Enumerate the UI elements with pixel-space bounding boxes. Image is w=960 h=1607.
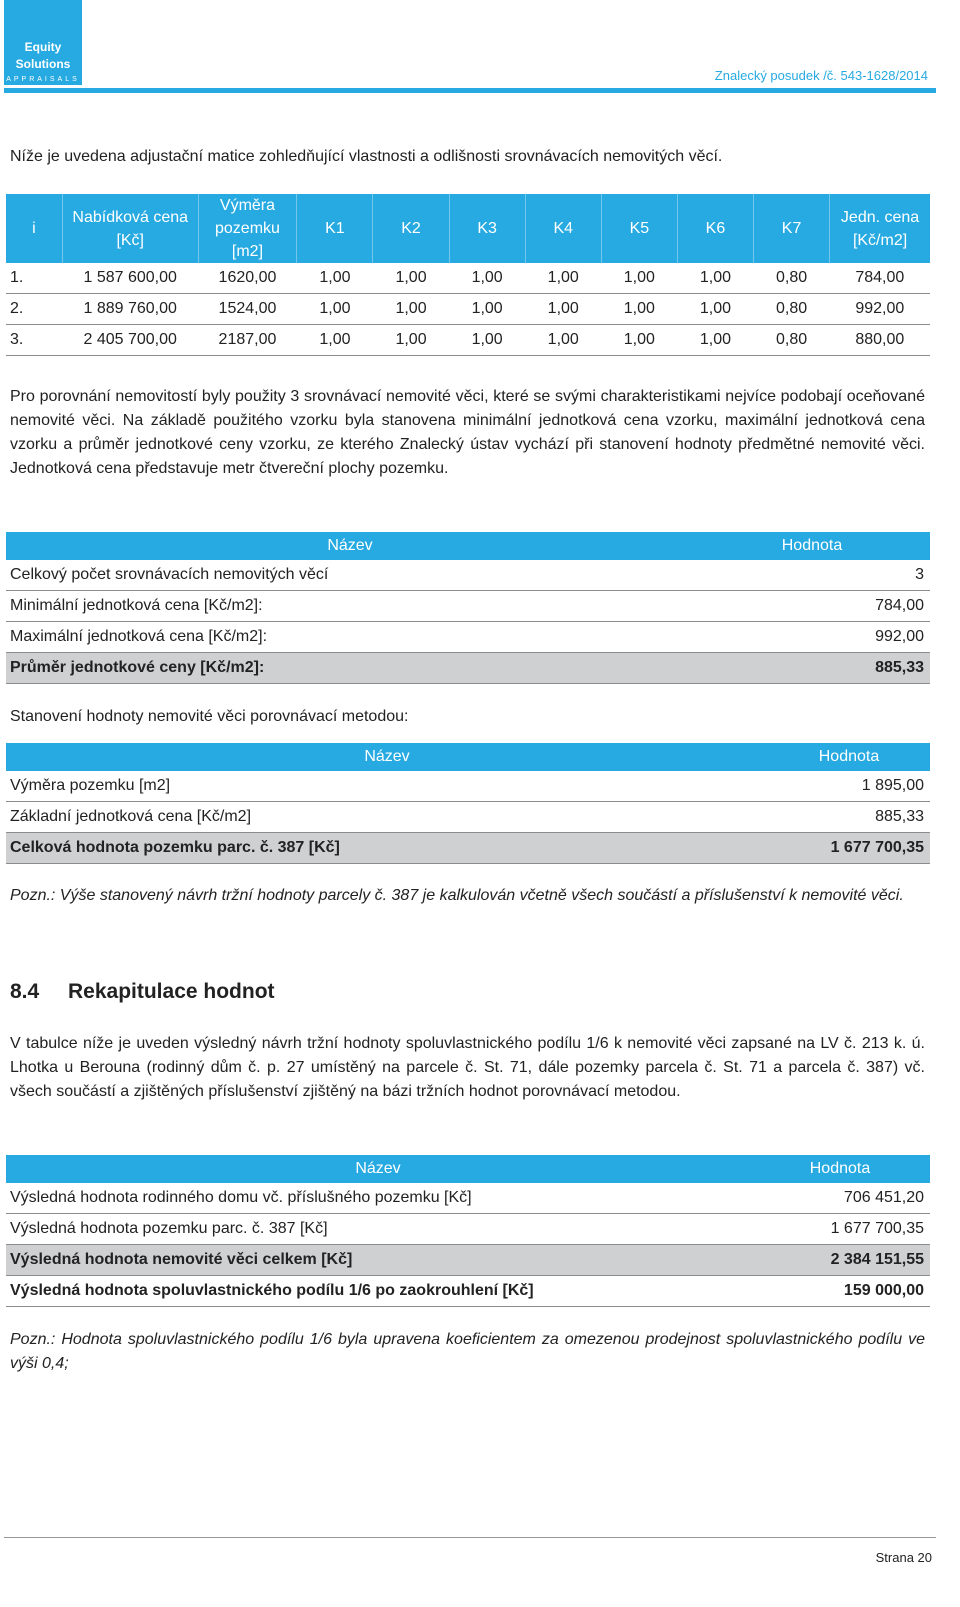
- note-parcel: Pozn.: Výše stanovený návrh tržní hodnoty parcely č. 387 je kalkulován včetně všech součástí a příslušenství k nemovité věci.: [10, 887, 904, 904]
- header-rule: [4, 88, 936, 93]
- row-value: 2 384 151,55: [750, 1245, 930, 1276]
- table-row: [6, 1214, 930, 1245]
- stats-table: [6, 532, 930, 684]
- row-value: 706 451,20: [750, 1183, 930, 1214]
- intro-text: Níže je uvedena adjustační matice zohledňující vlastnosti a odlišnosti srovnávacích nemovitých věcí.: [10, 148, 723, 165]
- table-cell: 1,00: [677, 294, 753, 325]
- matrix-header-cell: K7: [754, 194, 830, 263]
- footer-rule: [4, 1537, 936, 1538]
- table-cell: 880,00: [830, 325, 930, 356]
- matrix-header-cell: Jedn. cena [Kč/m2]: [830, 194, 930, 263]
- table-cell: 1,00: [525, 263, 601, 294]
- row-value: 1 677 700,35: [750, 1214, 930, 1245]
- table-row: [6, 560, 930, 591]
- table-cell: 0,80: [754, 325, 830, 356]
- table-cell: 1,00: [601, 325, 677, 356]
- table-cell: 1,00: [297, 294, 373, 325]
- note-coownership: Pozn.: Hodnota spoluvlastnického podílu 1/6 byla upravena koeficientem za omezenou prodejnost spoluvlastnického podílu ve výši 0,4;: [10, 1331, 925, 1372]
- table-cell: 1,00: [297, 263, 373, 294]
- section-number: 8.4: [10, 980, 40, 1003]
- row-value: 784,00: [694, 591, 930, 622]
- row-label: Výsledná hodnota nemovité věci celkem [Kč]: [6, 1245, 750, 1276]
- table-row-highlight: [6, 1245, 930, 1276]
- section-title: Rekapitulace hodnot: [68, 980, 275, 1003]
- table-cell: 1,00: [601, 263, 677, 294]
- table-cell: 1 587 600,00: [62, 263, 198, 294]
- matrix-header-cell: K6: [677, 194, 753, 263]
- row-label: Celkový počet srovnávacích nemovitých věcí: [6, 560, 694, 591]
- row-label: Výsledná hodnota pozemku parc. č. 387 [Kč]: [6, 1214, 750, 1245]
- table-cell: 784,00: [830, 263, 930, 294]
- recap-table: [6, 1155, 930, 1307]
- row-label: Výsledná hodnota spoluvlastnického podílu 1/6 po zaokrouhlení [Kč]: [6, 1276, 750, 1307]
- document-reference: Znalecký posudek /č. 543-1628/2014: [714, 68, 928, 83]
- row-label: Výsledná hodnota rodinného domu vč. příslušného pozemku [Kč]: [6, 1183, 750, 1214]
- table-cell: 0,80: [754, 294, 830, 325]
- row-label: Základní jednotková cena [Kč/m2]: [6, 802, 768, 833]
- matrix-header-cell: K5: [601, 194, 677, 263]
- recap-paragraph: V tabulce níže je uveden výsledný návrh tržní hodnoty spoluvlastnického podílu 1/6 k nemovité věci zapsané na LV č. 213 k. ú. Lhotka u Berouna (rodinný dům č. p. 27 umístěný na parcele č. St. 71, dále pozemky parcela č. St. 71 a parcela č. 387) vč. všech součástí a zjištěných příslušenství zjištěný na bázi tržních hodnot porovnávací metodou.: [10, 1035, 925, 1100]
- row-value: 885,33: [694, 653, 930, 684]
- column-header-value: Hodnota: [750, 1155, 930, 1183]
- row-value: 159 000,00: [750, 1276, 930, 1307]
- table-cell: 1,00: [373, 263, 449, 294]
- row-label: Maximální jednotková cena [Kč/m2]:: [6, 622, 694, 653]
- logo-line-2: Solutions: [15, 57, 71, 71]
- table-cell: 1,00: [525, 325, 601, 356]
- row-value: 885,33: [768, 802, 930, 833]
- table-cell: 2 405 700,00: [62, 325, 198, 356]
- method-header-row: [6, 743, 930, 771]
- table-cell: 1,00: [525, 294, 601, 325]
- table-cell: 1,00: [449, 325, 525, 356]
- matrix-header-cell: Výměra pozemku [m2]: [198, 194, 297, 263]
- table-cell: 1,00: [677, 325, 753, 356]
- table-cell: 1620,00: [198, 263, 297, 294]
- table-row: [6, 263, 930, 294]
- table-row: [6, 591, 930, 622]
- table-row: [6, 294, 930, 325]
- table-row: [6, 802, 930, 833]
- table-cell: 0,80: [754, 263, 830, 294]
- table-cell: 1,00: [373, 294, 449, 325]
- column-header-value: Hodnota: [694, 532, 930, 560]
- row-label: Celková hodnota pozemku parc. č. 387 [Kč]: [6, 833, 768, 864]
- matrix-header-cell: K4: [525, 194, 601, 263]
- method-heading: Stanovení hodnoty nemovité věci porovnávací metodou:: [10, 708, 409, 725]
- table-cell: 1,00: [297, 325, 373, 356]
- table-cell: 2.: [6, 294, 62, 325]
- table-cell: 1524,00: [198, 294, 297, 325]
- table-cell: 1,00: [677, 263, 753, 294]
- section-heading: [10, 980, 275, 1004]
- row-label: Minimální jednotková cena [Kč/m2]:: [6, 591, 694, 622]
- row-label: Průměr jednotkové ceny [Kč/m2]:: [6, 653, 694, 684]
- table-row: [6, 622, 930, 653]
- method-table: [6, 743, 930, 864]
- column-header-name: Název: [6, 1155, 750, 1183]
- table-cell: 1,00: [449, 294, 525, 325]
- comparison-paragraph: Pro porovnání nemovitostí byly použity 3 srovnávací nemovité věci, které se svými charakteristikami nejvíce podobají oceňované nemovité věci. Na základě použitého vzorku byla stanovena minimální jednotková cena vzorku, maximální jednotková cena vzorku a průměr jednotkové ceny vzorku, ze kterého Znalecký ústav vychází při stanovení hodnoty předmětné nemovité věci. Jednotková cena představuje metr čtvereční plochy pozemku.: [10, 388, 925, 477]
- column-header-value: Hodnota: [768, 743, 930, 771]
- table-cell: 992,00: [830, 294, 930, 325]
- table-cell: 1,00: [601, 294, 677, 325]
- table-row: [6, 325, 930, 356]
- row-label: Výměra pozemku [m2]: [6, 771, 768, 802]
- matrix-header-cell: K1: [297, 194, 373, 263]
- matrix-header-cell: K3: [449, 194, 525, 263]
- table-cell: 3.: [6, 325, 62, 356]
- table-row-highlight: [6, 653, 930, 684]
- row-value: 3: [694, 560, 930, 591]
- table-row: [6, 771, 930, 802]
- recap-header-row: [6, 1155, 930, 1183]
- stats-header-row: [6, 532, 930, 560]
- table-cell: 1 889 760,00: [62, 294, 198, 325]
- page-number: Strana 20: [875, 1550, 932, 1565]
- table-cell: 2187,00: [198, 325, 297, 356]
- column-header-name: Název: [6, 743, 768, 771]
- table-cell: 1.: [6, 263, 62, 294]
- table-row-total: [6, 1276, 930, 1307]
- row-value: 1 677 700,35: [768, 833, 930, 864]
- company-logo: [4, 0, 82, 85]
- adjustment-matrix: [6, 194, 930, 356]
- table-cell: 1,00: [373, 325, 449, 356]
- logo-line-1: Equity: [24, 40, 62, 54]
- table-row-highlight: [6, 833, 930, 864]
- table-row: [6, 1183, 930, 1214]
- table-cell: 1,00: [449, 263, 525, 294]
- matrix-header-cell: i: [6, 194, 62, 263]
- matrix-header-cell: K2: [373, 194, 449, 263]
- matrix-header-cell: Nabídková cena [Kč]: [62, 194, 198, 263]
- logo-line-3: APPRAISALS: [6, 76, 80, 83]
- row-value: 992,00: [694, 622, 930, 653]
- row-value: 1 895,00: [768, 771, 930, 802]
- matrix-header-row: [6, 194, 930, 263]
- column-header-name: Název: [6, 532, 694, 560]
